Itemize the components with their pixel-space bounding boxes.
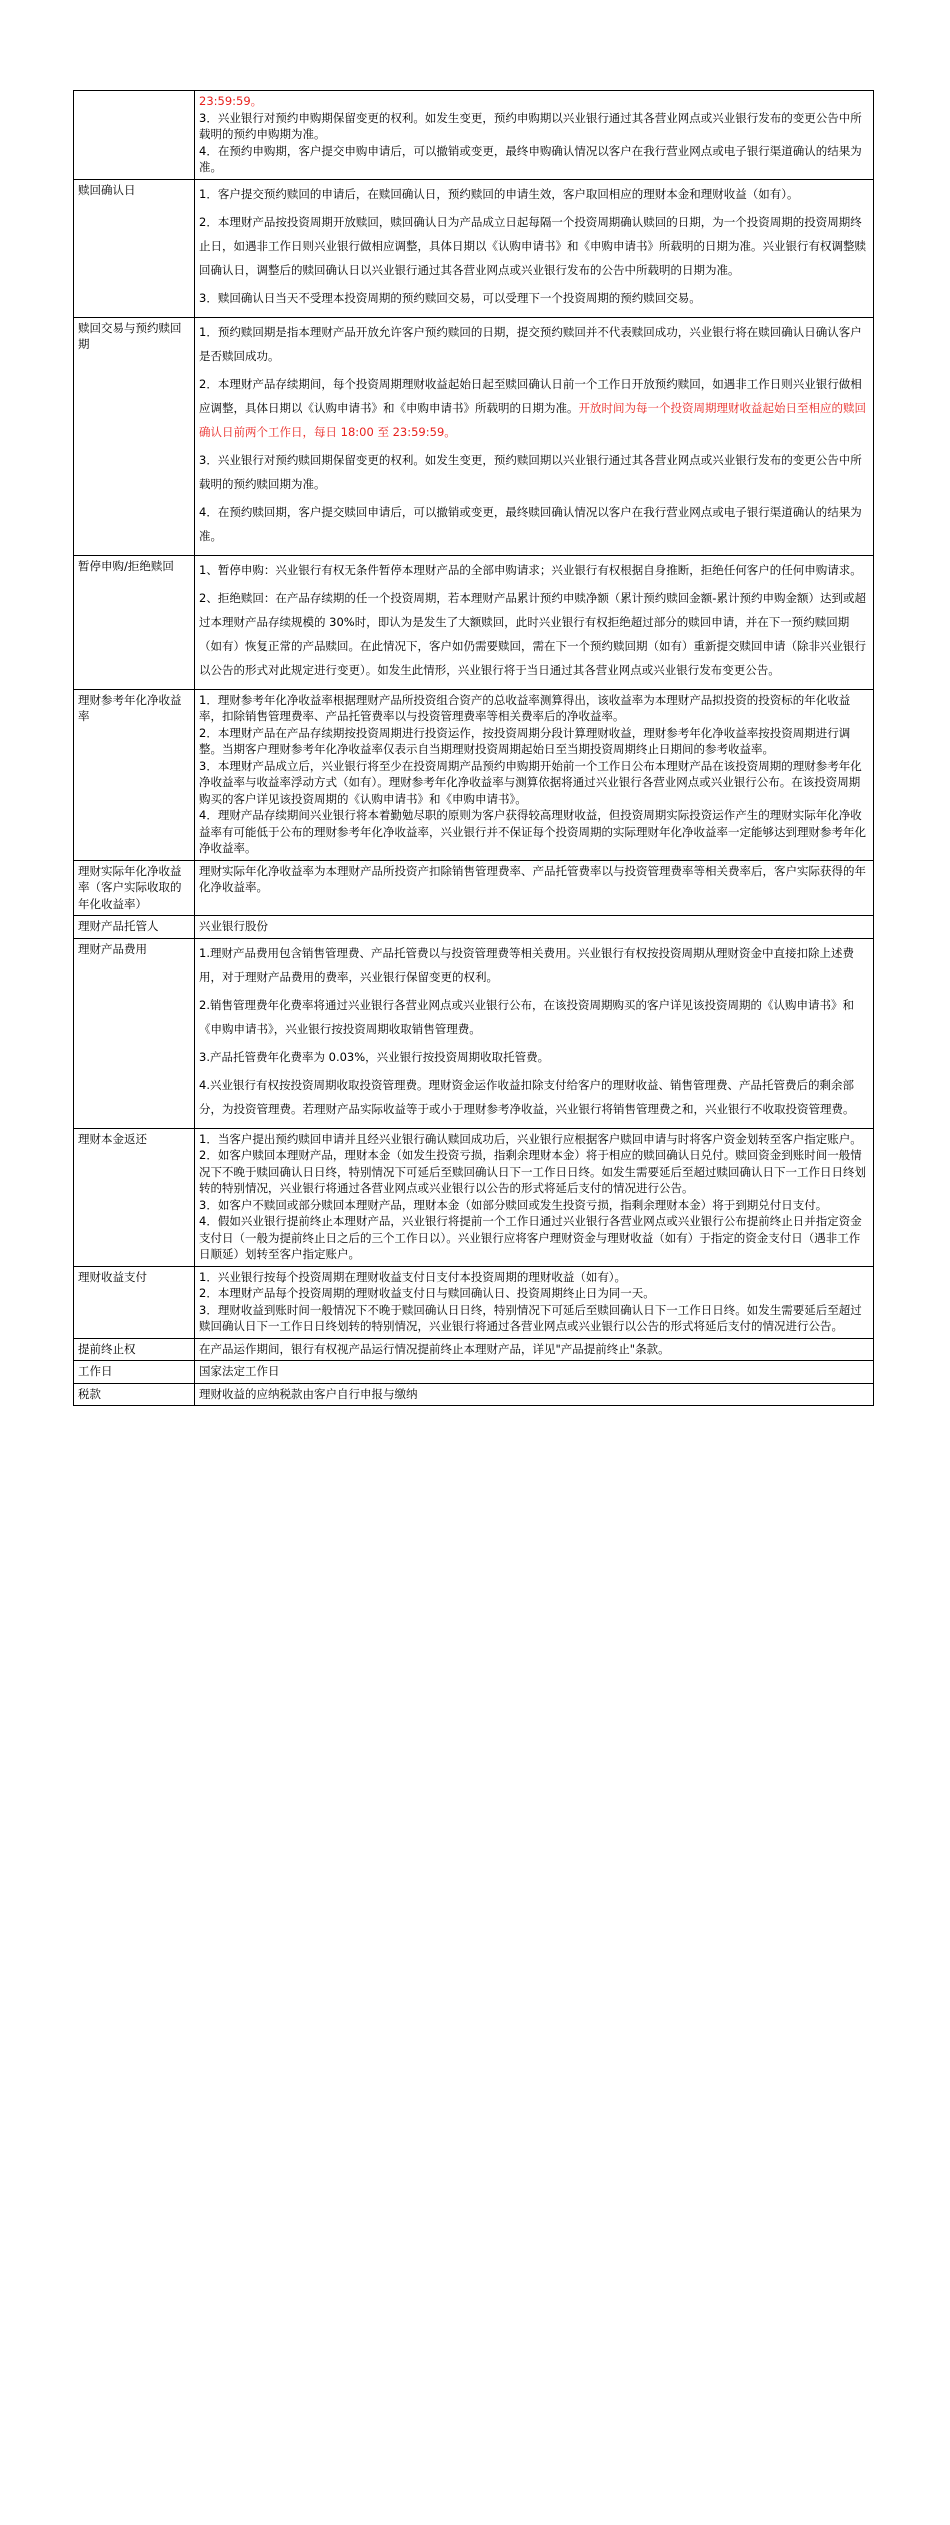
terms-row [74, 916, 874, 939]
highlighted-text: 开放时间为每一个投资周期理财收益起始日至相应的赎回确认日前两个工作日，每日 18:00 至 23:59:59。 [199, 400, 866, 439]
paragraph-text: 2．本理财产品每个投资周期的理财收益支付日与赎回确认日、投资周期终止日为同一天。 [199, 1286, 655, 1300]
terms-row [74, 1383, 874, 1406]
term-paragraph [199, 558, 869, 582]
term-content [195, 91, 874, 180]
term-paragraph [199, 1045, 869, 1069]
paragraph-text: 4.兴业银行有权按投资周期收取投资管理费。理财资金运作收益扣除支付给客户的理财收益、销售管理费、产品托管费后的剩余部分，为投资管理费。若理财产品实际收益等于或小于理财参考净收益，兴业银行将销售管理费之和，兴业银行不收取投资管理费。 [199, 1077, 855, 1116]
paragraph-text: 4．在预约赎回期，客户提交赎回申请后，可以撤销或变更，最终赎回确认情况以客户在我行营业网点或电子银行渠道确认的结果为准。 [199, 504, 862, 543]
terms-row [74, 1266, 874, 1338]
term-label: 理财产品费用 [74, 938, 195, 1128]
term-label: 赎回确认日 [74, 179, 195, 317]
term-label: 理财本金返还 [74, 1128, 195, 1266]
terms-row [74, 555, 874, 689]
term-content [195, 1128, 874, 1266]
term-paragraph [199, 182, 869, 206]
paragraph-text: 2.销售管理费年化费率将通过兴业银行各营业网点或兴业银行公布，在该投资周期购买的客户详见该投资周期的《认购申请书》和《申购申请书》，兴业银行按投资周期收取销售管理费。 [199, 997, 854, 1036]
paragraph-text: 1、暂停申购：兴业银行有权无条件暂停本理财产品的全部申购请求；兴业银行有权根据自身推断，拒绝任何客户的任何申购请求。 [199, 562, 862, 577]
term-paragraph [199, 93, 869, 110]
term-paragraph [199, 500, 869, 548]
product-terms-document [73, 90, 867, 1406]
paragraph-text: 2．本理财产品在产品存续期按投资周期进行投资运作，按投资周期分段计算理财收益，理财参考年化净收益率按投资周期进行调整。当期客户理财参考年化净收益率仅表示自当期理财投资周期起始日至当期投资周期终止日期间的参考收益率。 [199, 725, 851, 756]
term-paragraph [199, 320, 869, 368]
term-paragraph [199, 1131, 869, 1148]
term-paragraph [199, 941, 869, 989]
term-paragraph [199, 586, 869, 682]
term-label: 赎回交易与预约赎回期 [74, 317, 195, 555]
term-label: 理财实际年化净收益率（客户实际收取的年化收益率） [74, 860, 195, 916]
term-paragraph [199, 1073, 869, 1121]
term-paragraph [199, 993, 869, 1041]
term-paragraph [199, 1341, 869, 1358]
term-label: 理财参考年化净收益率 [74, 689, 195, 860]
term-paragraph [199, 1197, 869, 1214]
term-label: 暂停申购/拒绝赎回 [74, 555, 195, 689]
highlighted-text: 23:59:59。 [199, 94, 263, 108]
paragraph-text: 3．赎回确认日当天不受理本投资周期的预约赎回交易，可以受理下一个投资周期的预约赎回交易。 [199, 290, 701, 305]
term-content [195, 1383, 874, 1406]
term-label: 理财收益支付 [74, 1266, 195, 1338]
term-paragraph [199, 372, 869, 444]
paragraph-text: 3．理财收益到账时间一般情况下不晚于赎回确认日日终，特别情况下可延后至赎回确认日下一工作日日终。如发生需要延后至超过赎回确认日下一工作日日终划转的特别情况，兴业银行将通过各营业网点或兴业银行以公告的形式将延后支付的情况进行公告。 [199, 1302, 862, 1333]
term-content [195, 1361, 874, 1384]
term-paragraph [199, 692, 869, 725]
paragraph-text: 1．兴业银行按每个投资周期在理财收益支付日支付本投资周期的理财收益（如有）。 [199, 1269, 627, 1284]
paragraph-text: 2．本理财产品按投资周期开放赎回，赎回确认日为产品成立日起每隔一个投资周期确认赎回的日期，为一个投资周期的投资周期终止日，如遇非工作日则兴业银行做相应调整，具体日期以《认购申请书》和《申购申请书》所载明的日期为准。兴业银行有权调整赎回确认日，调整后的赎回确认日以兴业银行通过其各营业网点或兴业银行发布的公告中所载明的日期为准。 [199, 214, 866, 277]
terms-row [74, 179, 874, 317]
term-paragraph [199, 1147, 869, 1197]
paragraph-text: 国家法定工作日 [199, 1364, 280, 1378]
paragraph-text: 1．理财参考年化净收益率根据理财产品所投资组合资产的总收益率测算得出，该收益率为本理财产品拟投资的投资标的年化收益率，扣除销售管理费率、产品托管费率以与投资管理费率等相关费率后的净收益率。 [199, 692, 851, 723]
term-content [195, 179, 874, 317]
paragraph-text: 2．如客户赎回本理财产品，理财本金（如发生投资亏损，指剩余理财本金）将于相应的赎回确认日兑付。赎回资金到账时间一般情况下不晚于赎回确认日日终，特别情况下可延后至赎回确认日下一工作日日终。如发生需要延后至超过赎回确认日下一工作日日终划转的特别情况，兴业银行将通过各营业网点或兴业银行以公告的形式将延后支付的情况进行公告。 [199, 1148, 866, 1195]
paragraph-text: 3．兴业银行对预约申购期保留变更的权利。如发生变更，预约申购期以兴业银行通过其各营业网点或兴业银行发布的变更公告中所载明的预约申购期为准。 [199, 110, 862, 141]
terms-row [74, 1128, 874, 1266]
terms-row [74, 1361, 874, 1384]
term-label: 理财产品托管人 [74, 916, 195, 939]
term-content [195, 555, 874, 689]
paragraph-text: 1．预约赎回期是指本理财产品开放允许客户预约赎回的日期，提交预约赎回并不代表赎回成功，兴业银行将在赎回确认日确认客户是否赎回成功。 [199, 324, 862, 363]
term-paragraph [199, 1269, 869, 1286]
term-paragraph [199, 1363, 869, 1380]
term-paragraph [199, 807, 869, 857]
term-content [195, 689, 874, 860]
paragraph-text: 3．兴业银行对预约赎回期保留变更的权利。如发生变更，预约赎回期以兴业银行通过其各营业网点或兴业银行发布的变更公告中所载明的预约赎回期为准。 [199, 452, 862, 491]
term-content [195, 1266, 874, 1338]
paragraph-text: 2、拒绝赎回：在产品存续期的任一个投资周期，若本理财产品累计预约申赎净额（累计预约赎回金额-累计预约申购金额）达到或超过本理财产品存续规模的 30%时，即认为是发生了大额赎回，此时兴业银行有权拒绝超过部分的赎回申请，并在下一预约赎回期（如有）恢复正常的产品赎回。在此情况下，客户如仍需要赎回，需在下一个预约赎回期（如有）重新提交赎回申请（除非兴业银行以公告的形式对此规定进行变更）。如发生此情形，兴业银行将于当日通过其各营业网点或兴业银行发布变更公告。 [199, 590, 866, 677]
terms-row [74, 1338, 874, 1361]
paragraph-text: 3．如客户不赎回或部分赎回本理财产品，理财本金（如部分赎回或发生投资亏损，指剩余理财本金）将于到期兑付日支付。 [199, 1197, 828, 1212]
term-paragraph [199, 210, 869, 282]
paragraph-text: 3.产品托管费年化费率为 0.03%，兴业银行按投资周期收取托管费。 [199, 1049, 550, 1064]
term-paragraph [199, 1386, 869, 1403]
term-paragraph [199, 448, 869, 496]
term-content [195, 916, 874, 939]
term-paragraph [199, 1302, 869, 1335]
term-paragraph [199, 110, 869, 143]
term-label: 税款 [74, 1383, 195, 1406]
term-label [74, 91, 195, 180]
term-content [195, 860, 874, 916]
term-label: 工作日 [74, 1361, 195, 1384]
term-paragraph [199, 1213, 869, 1263]
paragraph-text: 2．本理财产品存续期间，每个投资周期理财收益起始日起至赎回确认日前一个工作日开放预约赎回，如遇非工作日则兴业银行做相应调整，具体日期以《认购申请书》和《申购申请书》所载明的日期为准。 [199, 376, 862, 415]
paragraph-text: 理财实际年化净收益率为本理财产品所投资产扣除销售管理费率、产品托管费率以与投资管理费率等相关费率后，客户实际获得的年化净收益率。 [199, 863, 866, 894]
term-content [195, 938, 874, 1128]
paragraph-text: 4．在预约申购期，客户提交申购申请后，可以撤销或变更，最终申购确认情况以客户在我行营业网点或电子银行渠道确认的结果为准。 [199, 143, 862, 174]
terms-row [74, 91, 874, 180]
paragraph-text: 在产品运作期间，银行有权视产品运行情况提前终止本理财产品，详见"产品提前终止"条款。 [199, 1341, 670, 1356]
paragraph-text: 1．客户提交预约赎回的申请后，在赎回确认日，预约赎回的申请生效，客户取回相应的理财本金和理财收益（如有）。 [199, 186, 799, 201]
term-paragraph [199, 1285, 869, 1302]
term-paragraph [199, 143, 869, 176]
paragraph-text: 4．理财产品存续期间兴业银行将本着勤勉尽职的原则为客户获得较高理财收益，但投资周期实际投资运作产生的理财实际年化净收益率有可能低于公布的理财参考年化净收益率，兴业银行并不保证每个投资周期的实际理财年化净收益率一定能够达到理财参考年化净收益率。 [199, 808, 866, 855]
paragraph-text: 兴业银行股份 [199, 919, 268, 933]
term-paragraph [199, 725, 869, 758]
paragraph-text: 1．当客户提出预约赎回申请并且经兴业银行确认赎回成功后，兴业银行应根据客户赎回申请与时将客户资金划转至客户指定账户。 [199, 1131, 862, 1146]
terms-row [74, 860, 874, 916]
paragraph-text: 1.理财产品费用包含销售管理费、产品托管费以与投资管理费等相关费用。兴业银行有权按投资周期从理财资金中直接扣除上述费用，对于理财产品费用的费率，兴业银行保留变更的权利。 [199, 945, 854, 984]
term-content [195, 317, 874, 555]
paragraph-text: 理财收益的应纳税款由客户自行申报与缴纳 [199, 1386, 418, 1401]
paragraph-text: 4．假如兴业银行提前终止本理财产品，兴业银行将提前一个工作日通过兴业银行各营业网点或兴业银行公布提前终止日并指定资金支付日（一般为提前终止日之后的三个工作日以）。兴业银行应将客户理财资金与理财收益（如有）于指定的资金支付日（遇非工作日顺延）划转至客户指定账户。 [199, 1214, 862, 1261]
product-terms-table [73, 90, 874, 1406]
term-content [195, 1338, 874, 1361]
paragraph-text: 3．本理财产品成立后，兴业银行将至少在投资周期产品预约申购期开始前一个工作日公布本理财产品在该投资周期的理财参考年化净收益率与收益率浮动方式（如有）。理财参考年化净收益率与测算依据将通过兴业银行各营业网点或兴业银行公布。在该投资周期购买的客户详见该投资周期的《认购申请书》和《申购申请书》。 [199, 758, 862, 806]
term-paragraph [199, 918, 869, 935]
terms-row [74, 938, 874, 1128]
terms-row [74, 689, 874, 860]
term-paragraph [199, 758, 869, 808]
term-paragraph [199, 863, 869, 896]
terms-row [74, 317, 874, 555]
term-paragraph [199, 286, 869, 310]
term-label: 提前终止权 [74, 1338, 195, 1361]
